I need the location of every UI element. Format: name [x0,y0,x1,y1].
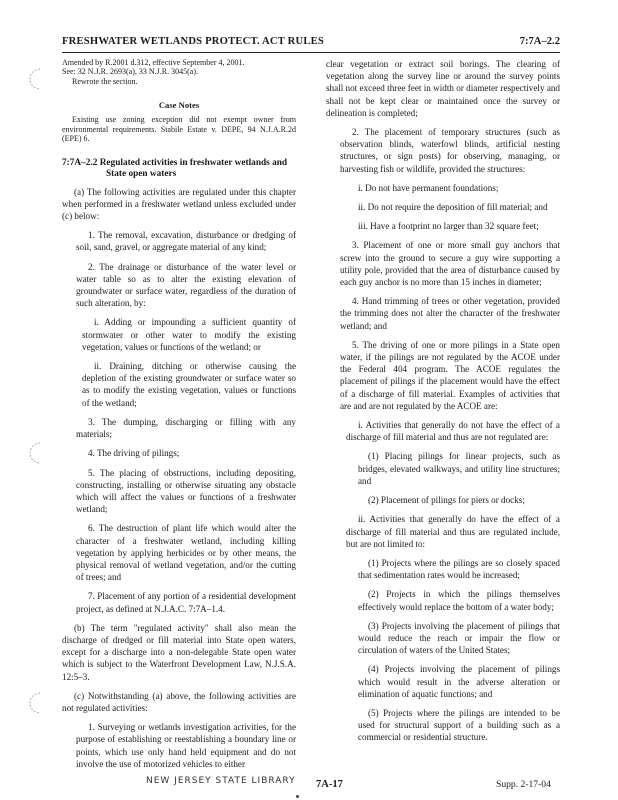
running-header [62,36,560,53]
paragraph: ii. Draining, ditching or otherwise causing the depletion of the existing groundwater or surface water so as to modify the existing vegetation, values or functions of the wetland; [82,361,296,408]
left-paragraphs [62,186,296,770]
paragraph: i. Do not have permanent foundations; [358,182,499,193]
paragraph: iii. Have a footprint no larger than 32 square feet; [358,221,539,232]
punch-hole-bottom [22,690,48,716]
case-notes-text: Existing use zoning exception did not exempt owner from environmental requirements. Stabile Estate v. DEPE, 94 N.J.A.R.2d (EPE) 6. [62,115,296,144]
punch-hole-top [22,66,48,92]
paragraph: (c) Notwithstanding (a) above, the following activities are not regulated activities: [62,690,296,713]
paragraph: 5. The placing of obstructions, including depositing, constructing, installing or otherwise situating any obstacle which will affect the values or functions of a freshwater wetland; [76,467,296,515]
history-line-2: See: 32 N.J.R. 2693(a), 33 N.J.R. 3045(a). [62,67,198,77]
supplement-date: Supp. 2-17-04 [496,779,551,790]
left-column [62,58,296,777]
page-number: 7A-17 [316,779,343,790]
paragraph: 1. The removal, excavation, disturbance or dredging of soil, sand, gravel, or aggregate material of any kind; [76,230,296,253]
paragraph: (a) The following activities are regulated under this chapter when performed in a freshwater wetland unless excluded under (c) below: [62,186,296,222]
paragraph: 3. Placement of one or more small guy anchors that screw into the ground to secure a guy wire supporting a utility pole, provided that the area of disturbance caused by each guy anchor is no more than 15 inches in diameter; [340,240,560,288]
paragraph: ii. Do not require the deposition of fill material; and [358,202,548,213]
right-column [326,58,560,751]
paragraph: 6. The destruction of plant life which would alter the character of a freshwater wetland, including killing vegetation by applying herbicides or by other means, the physical removal of wetland vegetation, and/or the cutting of trees; and [76,523,296,583]
punch-hole-middle [22,440,48,466]
history-line-3: Rewrote the section. [72,76,138,86]
paragraph: ii. Activities that generally do have the effect of a discharge of fill material and thus are regulated include, but are not limited to: [346,514,560,549]
paragraph: (1) Projects where the pilings are so closely spaced that sedimentation rates would be increased; [358,557,560,581]
section-heading: 7:7A–2.2 Regulated activities in freshwater wetlands and State open waters [62,157,288,180]
paragraph: (3) Projects involving the placement of pilings that would reduce the reach or impair the flow or circulation of waters of the United States; [358,620,560,656]
paragraph: 2. The placement of temporary structures (such as observation blinds, waterfowl blinds, artificial nesting structures, or sign posts) for observing, managing, or harvesting fish or wildlife, provided the structures: [340,127,560,174]
paragraph: 4. The driving of pilings; [88,448,180,459]
right-paragraphs [326,58,560,744]
header-title: FRESHWATER WETLANDS PROTECT. ACT RULES [62,36,325,47]
library-stamp: NEW JERSEY STATE LIBRARY [146,776,296,786]
paragraph: (1) Placing pilings for linear projects, such as bridges, elevated walkways, and utility line structures; and [358,451,560,486]
paragraph: (4) Projects involving the placement of pilings which would result in the adverse alteration or elimination of aquatic functions; and [358,664,560,699]
paragraph: (2) Projects in which the pilings themselves effectively would replace the bottom of a water body; [358,589,560,612]
paragraph: 4. Hand trimming of trees or other vegetation, provided the trimming does not alter the character of the freshwater wetland; and [340,296,560,331]
paragraph: 1. Surveying or wetlands investigation activities, for the purpose of establishing or reestablishing a boundary line or points, which use only hand held equipment and do not involve the use of motorized vehicles to either [76,722,296,769]
paragraph: i. Activities that generally do not have the effect of a discharge of fill material and thus are not regulated are: [346,420,560,443]
paragraph: (b) The term "regulated activity" shall also mean the discharge of dredged or fill material into State open waters, except for a discharge into a non-delegable State open water which is subject to the Waterfront Development Law, N.J.S.A. 12:5–3. [62,622,296,682]
case-notes-title: Case Notes [158,100,200,111]
paragraph: (5) Projects where the pilings are intended to be used for structural support of a building such as a commercial or residential structure. [358,707,560,743]
paragraph: 5. The driving of one or more pilings in a State open water, if the pilings are not regulated by the ACOE under the Federal 404 program. The ACOE regulates the placement of pilings if the placement would have the effect of a discharge of fill material. Examples of activities that are and are not regulated by the ACOE are: [340,339,560,411]
paragraph: 7. Placement of any portion of a residential development project, as defined at N.J.A.C. 7:7A–1.4. [76,591,296,614]
history-note [62,58,296,86]
paragraph: clear vegetation or extract soil borings. The clearing of vegetation along the survey line or around the survey points shall not exceed three feet in width or diameter respectively and shall not be kept clear or maintained once the survey or delineation is completed; [326,59,560,118]
paragraph: (2) Placement of pilings for piers or docks; [368,495,525,506]
paragraph: 2. The drainage or disturbance of the water level or water table so as to alter the existing elevation of groundwater or surface water, regardless of the duration of such alteration, by: [76,261,296,309]
paragraph: i. Adding or impounding a sufficient quantity of stormwater or other water to modify the existing vegetation, values or functions of the wetland; or [82,317,296,352]
history-line-1: Amended by R.2001 d.312, effective September 4, 2001. [62,58,245,67]
header-section-number: 7:7A–2.2 [519,36,560,47]
footer-dot [296,795,299,798]
paragraph: 3. The dumping, discharging or filling with any materials; [76,416,296,440]
